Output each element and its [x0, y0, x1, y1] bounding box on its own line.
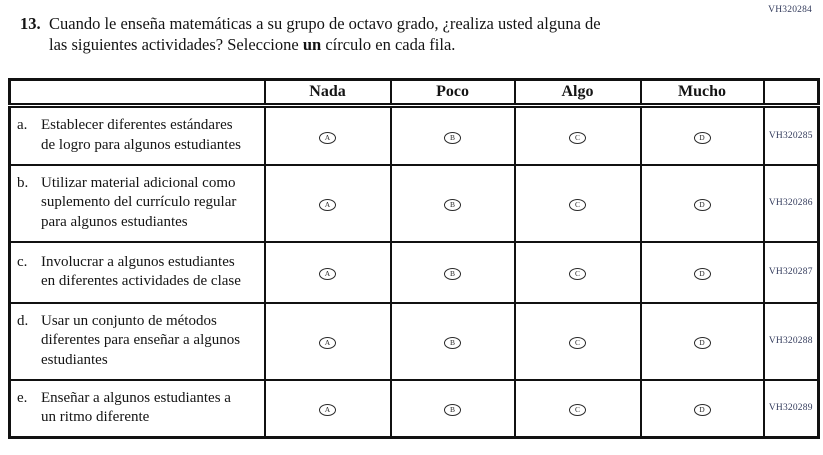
- cell-d-poco: [391, 303, 515, 380]
- option-bubble-c-mucho[interactable]: D: [694, 268, 711, 280]
- question-text: [49, 13, 601, 55]
- table-row-e: [10, 380, 819, 438]
- option-bubble-b-nada[interactable]: A: [319, 199, 336, 211]
- option-bubble-b-mucho[interactable]: D: [694, 199, 711, 211]
- page-accession-code: VH320284: [768, 5, 812, 15]
- table-row-b: [10, 165, 819, 242]
- cell-d-algo: [515, 303, 641, 380]
- question-line2-emphasis: un: [302, 35, 322, 54]
- header-nada: Nada: [265, 80, 391, 106]
- cell-c-nada: [265, 242, 391, 303]
- option-bubble-a-poco[interactable]: B: [444, 132, 461, 144]
- cell-d-mucho: [641, 303, 764, 380]
- option-bubble-a-nada[interactable]: A: [319, 132, 336, 144]
- cell-a-algo: [515, 106, 641, 165]
- option-bubble-c-nada[interactable]: A: [319, 268, 336, 280]
- option-bubble-e-mucho[interactable]: D: [694, 404, 711, 416]
- question-number: 13.: [20, 14, 41, 33]
- response-grid: [8, 78, 820, 439]
- cell-a-mucho: [641, 106, 764, 165]
- option-bubble-a-algo[interactable]: C: [569, 132, 586, 144]
- option-bubble-d-nada[interactable]: A: [319, 337, 336, 349]
- activity-cell-d: [10, 303, 265, 380]
- table-row-c: [10, 242, 819, 303]
- activity-text-b: Utilizar material adicional como suplemento del currículo regular para algunos estudiantes: [41, 174, 237, 230]
- option-bubble-e-poco[interactable]: B: [444, 404, 461, 416]
- header-empty-activity: [10, 80, 265, 106]
- table-row-d: [10, 303, 819, 380]
- activity-cell-a: [10, 106, 265, 165]
- cell-a-nada: [265, 106, 391, 165]
- row-letter-b: b.: [17, 174, 29, 191]
- question-line2: [49, 34, 601, 55]
- cell-e-nada: [265, 380, 391, 438]
- cell-b-mucho: [641, 165, 764, 242]
- item-code-d: VH320288: [764, 303, 819, 380]
- activity-cell-c: [10, 242, 265, 303]
- question-line1: Cuando le enseña matemáticas a su grupo de octavo grado, ¿realiza usted alguna de: [49, 14, 601, 33]
- cell-b-poco: [391, 165, 515, 242]
- cell-e-poco: [391, 380, 515, 438]
- option-bubble-b-algo[interactable]: C: [569, 199, 586, 211]
- option-bubble-d-mucho[interactable]: D: [694, 337, 711, 349]
- item-code-b: VH320286: [764, 165, 819, 242]
- row-letter-c: c.: [17, 253, 28, 270]
- table-row-a: [10, 106, 819, 165]
- option-bubble-b-poco[interactable]: B: [444, 199, 461, 211]
- cell-b-algo: [515, 165, 641, 242]
- item-code-c: VH320287: [764, 242, 819, 303]
- cell-e-mucho: [641, 380, 764, 438]
- option-bubble-c-poco[interactable]: B: [444, 268, 461, 280]
- header-algo: Algo: [515, 80, 641, 106]
- cell-c-poco: [391, 242, 515, 303]
- cell-d-nada: [265, 303, 391, 380]
- activity-text-c: Involucrar a algunos estudiantes en diferentes actividades de clase: [41, 253, 241, 289]
- cell-c-algo: [515, 242, 641, 303]
- cell-b-nada: [265, 165, 391, 242]
- option-bubble-e-algo[interactable]: C: [569, 404, 586, 416]
- header-mucho: Mucho: [641, 80, 764, 106]
- row-letter-d: d.: [17, 312, 29, 329]
- row-letter-e: e.: [17, 389, 28, 406]
- activity-text-d: Usar un conjunto de métodos diferentes para enseñar a algunos estudiantes: [41, 312, 241, 368]
- activity-text-a: Establecer diferentes estándares de logro para algunos estudiantes: [41, 117, 241, 153]
- header-poco: Poco: [391, 80, 515, 106]
- header-empty-code: [764, 80, 819, 106]
- option-bubble-d-poco[interactable]: B: [444, 337, 461, 349]
- question-line2-post: círculo en cada fila.: [321, 35, 456, 54]
- option-bubble-c-algo[interactable]: C: [569, 268, 586, 280]
- question-block: [20, 13, 601, 55]
- item-code-a: VH320285: [764, 106, 819, 165]
- activity-cell-b: [10, 165, 265, 242]
- cell-c-mucho: [641, 242, 764, 303]
- option-bubble-a-mucho[interactable]: D: [694, 132, 711, 144]
- cell-a-poco: [391, 106, 515, 165]
- question-line2-pre: las siguientes actividades? Seleccione: [49, 35, 303, 54]
- cell-e-algo: [515, 380, 641, 438]
- option-bubble-d-algo[interactable]: C: [569, 337, 586, 349]
- option-bubble-e-nada[interactable]: A: [319, 404, 336, 416]
- row-letter-a: a.: [17, 117, 28, 134]
- activity-text-e: Enseñar a algunos estudiantes a un ritmo diferente: [41, 389, 231, 426]
- activity-cell-e: [10, 380, 265, 438]
- item-code-e: VH320289: [764, 380, 819, 438]
- header-row: [10, 80, 819, 106]
